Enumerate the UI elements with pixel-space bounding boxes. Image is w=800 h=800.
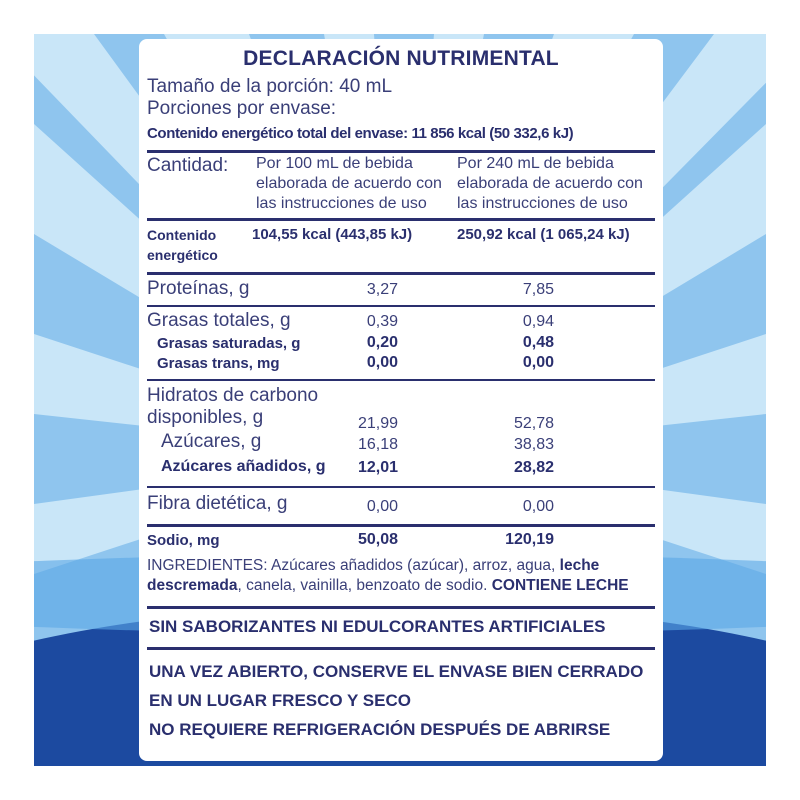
trans-value-240ml: 0,00 (522, 354, 554, 371)
no-artificial-notice: SIN SABORIZANTES NI EDULCORANTES ARTIFICIALES (149, 617, 606, 636)
cantidad-label: Cantidad: (147, 155, 229, 176)
hidratos-value-240ml: 52,78 (513, 415, 554, 432)
divider (147, 272, 655, 275)
azucares-value-240ml: 38,83 (513, 436, 554, 453)
anadidos-value-240ml: 28,82 (513, 459, 554, 476)
ingredients-allergen: leche (559, 557, 600, 574)
anadidos-value-100ml: 12,01 (357, 459, 398, 476)
saturadas-value-240ml: 0,48 (522, 334, 554, 351)
saturadas-label: Grasas saturadas, g (157, 335, 301, 352)
divider (147, 647, 655, 650)
grasas-label: Grasas totales, g (147, 310, 291, 331)
col1-header-line: las instrucciones de uso (256, 195, 427, 212)
ingredients-contains: CONTIENE LECHE (491, 577, 629, 594)
energy-label-line: Contenido (147, 227, 217, 243)
divider (147, 486, 655, 488)
energy-value-100ml: 104,55 kcal (443,85 kJ) (252, 226, 413, 243)
nutrition-label-panel (139, 39, 663, 761)
ingredients-allergen: descremada (147, 577, 238, 594)
fibra-value-240ml: 0,00 (522, 498, 554, 515)
divider (147, 150, 655, 153)
col1-header-line: Por 100 mL de bebida (256, 155, 413, 172)
divider (147, 379, 655, 381)
storage-line: NO REQUIERE REFRIGERACIÓN DESPUÉS DE ABRIRSE (149, 720, 611, 739)
col2-header-line: Por 240 mL de bebida (457, 155, 614, 172)
divider (147, 524, 655, 527)
servings-per-pack: Porciones por envase: (147, 98, 337, 119)
ingredients-text (147, 556, 655, 596)
saturadas-value-100ml: 0,20 (366, 334, 398, 351)
storage-line: UNA VEZ ABIERTO, CONSERVE EL ENVASE BIEN CERRADO (149, 662, 644, 681)
grasas-value-100ml: 0,39 (366, 313, 398, 330)
energy-label (147, 225, 218, 265)
serving-size: Tamaño de la porción: 40 mL (147, 76, 393, 97)
proteinas-label: Proteínas, g (147, 278, 250, 299)
col2-header (457, 154, 643, 214)
proteinas-value-240ml: 7,85 (522, 281, 554, 298)
fibra-label: Fibra dietética, g (147, 493, 288, 514)
energy-value-240ml: 250,92 kcal (1 065,24 kJ) (457, 226, 630, 243)
col1-header-line: elaborada de acuerdo con (256, 175, 442, 192)
proteinas-value-100ml: 3,27 (366, 281, 398, 298)
ingredients-part: , canela, vainilla, benzoato de sodio. (237, 577, 492, 594)
trans-value-100ml: 0,00 (366, 354, 398, 371)
col2-header-line: elaborada de acuerdo con (457, 175, 643, 192)
total-energy: Contenido energético total del envase: 11 856 kcal (50 332,6 kJ) (147, 125, 574, 142)
sodio-value-100ml: 50,08 (357, 531, 398, 548)
ingredients-part: INGREDIENTES: Azúcares añadidos (azúcar), arroz, agua, (147, 557, 560, 574)
anadidos-label: Azúcares añadidos, g (161, 458, 326, 475)
divider (147, 305, 655, 307)
label-title: DECLARACIÓN NUTRIMENTAL (243, 47, 559, 70)
grasas-value-240ml: 0,94 (522, 313, 554, 330)
sodio-label: Sodio, mg (147, 532, 220, 549)
hidratos-label-line2: disponibles, g (147, 407, 264, 428)
col1-header (256, 154, 442, 214)
trans-label: Grasas trans, mg (157, 355, 280, 372)
hidratos-label-line1: Hidratos de carbono (147, 385, 319, 406)
divider (147, 218, 655, 221)
fibra-value-100ml: 0,00 (366, 498, 398, 515)
divider (147, 606, 655, 609)
energy-label-line: energético (147, 247, 218, 263)
azucares-label: Azúcares, g (161, 431, 262, 452)
storage-line: EN UN LUGAR FRESCO Y SECO (149, 691, 411, 710)
hidratos-value-100ml: 21,99 (357, 415, 398, 432)
sodio-value-240ml: 120,19 (505, 531, 554, 548)
col2-header-line: las instrucciones de uso (457, 195, 628, 212)
azucares-value-100ml: 16,18 (357, 436, 398, 453)
